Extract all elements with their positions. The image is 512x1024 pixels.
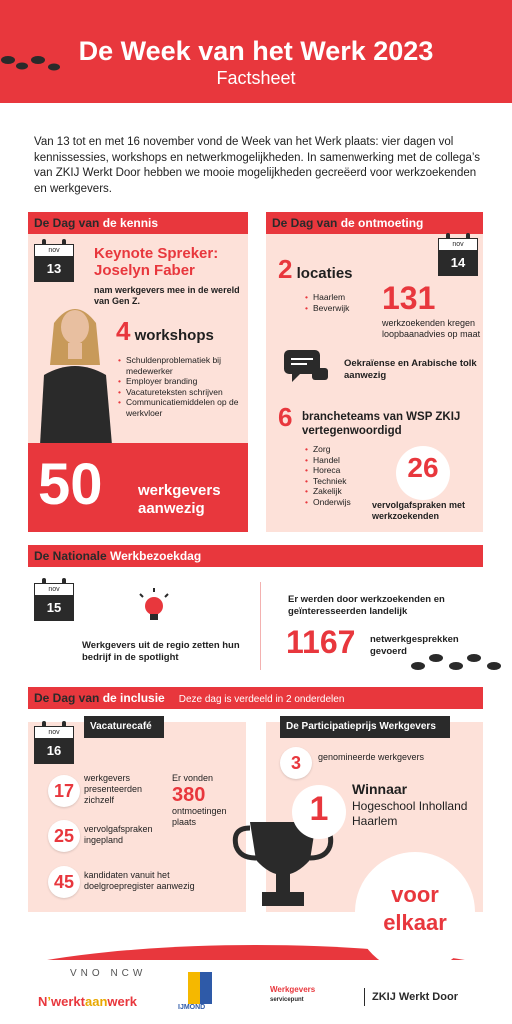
stat-number: 26 — [407, 452, 439, 483]
workshops-heading: 4 workshops — [116, 316, 214, 346]
list-item: • Haarlem — [305, 292, 375, 303]
slogan-line-2: elkaar — [383, 910, 447, 935]
lightbulb-icon — [124, 582, 184, 636]
list-item: • Onderwijs — [305, 497, 385, 508]
calendar-icon: nov 16 — [34, 726, 74, 764]
meetings-pre: Er vonden — [172, 773, 214, 783]
ontmoeting-section-title: De Dag van de ontmoeting — [266, 212, 483, 234]
interpreter-text: Oekraïense en Arabische tolk aanwezig — [344, 358, 477, 381]
inclusie-section-title: De Dag van de inclusie Deze dag is verdeeld in 2 onderdelen — [28, 687, 483, 709]
stat-circle: 3 — [280, 747, 312, 779]
divider — [364, 988, 365, 1006]
zkij-werkt-door-logo: ZKIJ Werkt Door — [372, 991, 458, 1003]
stat-desc: vervolgafspraken ingepland — [84, 824, 153, 845]
page-subtitle: Factsheet — [216, 68, 296, 88]
prijs-label: De Participatieprijs Werkgevers — [280, 716, 450, 738]
spotlight-text: Werkgevers uit de regio zetten hun bedrijf in de spotlight — [82, 640, 240, 663]
stat-desc: netwerkgesprekken gevoerd — [370, 634, 459, 657]
stat-desc: genomineerde werkgevers — [318, 752, 425, 762]
intro-text: Van 13 tot en met 16 november vond de Week van het Werk plaats: vier dagen vol kennissessies, workshops en netwerkmogelijkheden. In samenwerking met de collega’s van ZKIJ Werkt Door hebben we mooie mogelijkheden gecreëerd voor werkzoekenden en werkgevers. — [34, 136, 480, 195]
stat-number: 1167 — [286, 624, 356, 660]
teams-label: brancheteams van WSP ZKIJ vertegenwoordigd — [302, 411, 461, 437]
list-item: • Employer branding — [118, 376, 248, 387]
keynote-desc: nam werkgevers mee in de wereld van Gen Z. — [94, 285, 240, 306]
vno-ncw-logo: VNO NCW — [70, 968, 147, 979]
stat-label: werkgevers aanwezig — [138, 482, 221, 517]
list-item: • Schuldenproblematiek bij medewerker — [118, 355, 248, 376]
stat-number: 380 — [172, 784, 206, 806]
winner-name: Hogeschool Inholland Haarlem — [352, 799, 468, 828]
keynote-title: Keynote Spreker: Joselyn Faber — [94, 245, 219, 279]
stat-number: 50 — [38, 452, 103, 517]
meetings-post: ontmoetingen plaats — [172, 806, 227, 827]
page-title: De Week van het Werk 2023 — [78, 36, 434, 66]
ijmond-logo-mark — [186, 970, 216, 1006]
ijmond-logo: IJMOND — [178, 1004, 206, 1011]
list-item: • Zakelijk — [305, 486, 385, 497]
workshops-list — [118, 355, 248, 418]
list-item: • Vacatureteksten schrijven — [118, 387, 248, 398]
stat-desc: vervolgafspraken met werkzoekenden — [372, 500, 466, 521]
werkgevers-servicepunt-logo: Werkgevers servicepunt — [270, 985, 316, 1003]
stat-number: 6 — [278, 402, 293, 432]
stat-desc: kandidaten vanuit het doelgroepregister aanwezig — [84, 870, 195, 891]
slogan-line-1: voor — [391, 882, 439, 907]
stat-desc: werkgevers presenteerden zichzelf — [84, 773, 143, 805]
list-item: • Techniek — [305, 476, 385, 487]
cafe-label: Vacaturecafé — [84, 716, 164, 738]
speech-bubbles-icon — [284, 350, 328, 386]
locations-heading: 2 locaties — [278, 254, 353, 284]
landelijk-text: Er werden door werkzoekenden en geïnteresseerden landelijk — [288, 594, 445, 617]
nl-werkt-aan-werk-logo: N’werktaanwerk — [38, 994, 138, 1009]
list-item: • Beverwijk — [305, 303, 375, 314]
list-item: • Horeca — [305, 465, 385, 476]
winner-label: Winnaar — [352, 781, 408, 797]
divider — [260, 582, 261, 670]
locations-list — [305, 292, 375, 313]
calendar-icon: nov 14 — [438, 238, 478, 276]
stat-desc: werkzoekenden kregen loopbaanadvies op maat — [382, 318, 481, 339]
branches-list — [305, 444, 385, 507]
footprints-decoration — [408, 648, 512, 676]
list-item: • Zorg — [305, 444, 385, 455]
stat-circle: 17 — [48, 775, 80, 807]
stat-circle: 45 — [48, 866, 80, 898]
list-item: • Communicatiemiddelen op de werkvloer — [118, 397, 248, 418]
stat-number: 1 — [309, 790, 329, 828]
calendar-icon: nov 15 — [34, 583, 74, 621]
stat-circle: 25 — [48, 820, 80, 852]
speaker-photo — [34, 295, 116, 445]
calendar-icon: nov 13 — [34, 244, 74, 282]
werkbezoekdag-section-title: De Nationale Werkbezoekdag — [28, 545, 483, 567]
list-item: • Handel — [305, 455, 385, 466]
kennis-section-title: De Dag van de kennis — [28, 212, 248, 234]
stat-number: 131 — [382, 280, 436, 316]
